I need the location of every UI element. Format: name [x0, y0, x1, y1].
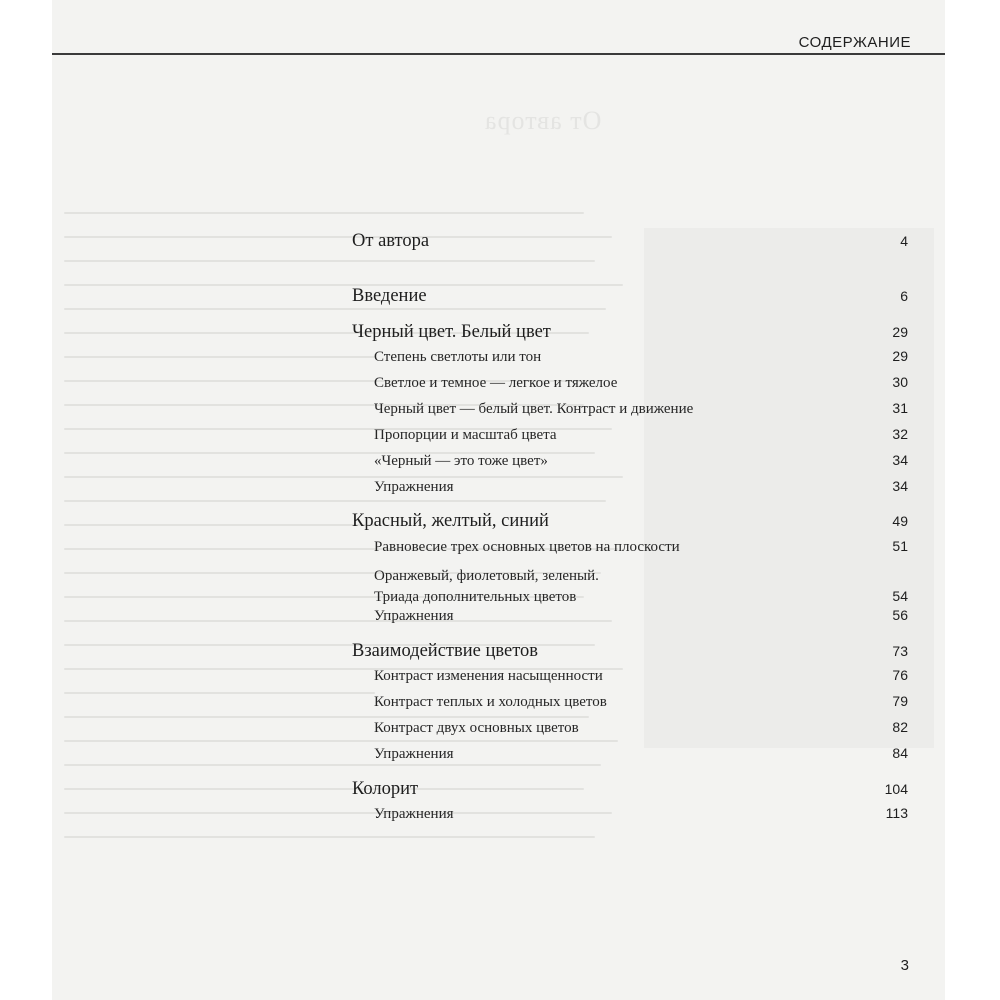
toc-entry-title: Упражнения [374, 806, 454, 822]
bleed-line [64, 500, 606, 502]
toc-page-number: 104 [884, 781, 908, 797]
toc-section-entry[interactable] [352, 667, 908, 685]
toc-chapter-entry[interactable] [352, 286, 908, 307]
bleed-line [64, 524, 375, 526]
toc-section-entry[interactable] [352, 426, 908, 444]
bleed-line [64, 212, 584, 214]
toc-section-entry[interactable] [352, 805, 908, 823]
toc-chapter-entry[interactable] [352, 511, 908, 532]
toc-page-number: 6 [900, 288, 908, 304]
toc-entry-title: Взаимодействие цветов [352, 641, 539, 661]
toc-page-number: 49 [892, 513, 908, 529]
toc-entry-title: Черный цвет — белый цвет. Контраст и движение [374, 401, 694, 417]
toc-section-entry[interactable] [352, 374, 908, 392]
toc-page-number: 34 [892, 452, 908, 468]
toc-section-entry[interactable] [352, 348, 908, 366]
toc-page-number: 54 [892, 588, 908, 604]
toc-section-entry[interactable] [352, 400, 908, 418]
toc-chapter-entry[interactable] [352, 779, 908, 800]
toc-page-number: 51 [892, 538, 908, 554]
toc-page-number: 4 [900, 233, 908, 249]
toc-entry-title: Контраст изменения насыщенности [374, 668, 603, 684]
toc-section-entry[interactable] [352, 566, 908, 607]
toc-entry-title: Красный, желтый, синий [352, 511, 549, 531]
toc-page-number: 76 [892, 667, 908, 683]
bleed-line [64, 692, 375, 694]
toc-chapter-entry[interactable] [352, 231, 908, 252]
bleed-line [64, 308, 606, 310]
toc-section-entry[interactable] [352, 719, 908, 737]
toc-page-number: 82 [892, 719, 908, 735]
toc-entry-title: Введение [352, 286, 427, 306]
toc-entry-title: Равновесие трех основных цветов на плоскости [374, 539, 680, 555]
bleed-through-text: От автора [484, 106, 602, 135]
toc-entry-title: Упражнения [374, 746, 454, 762]
toc-entry-title: Триада дополнительных цветов [374, 589, 577, 605]
toc-entry-title: «Черный — это тоже цвет» [374, 453, 548, 469]
toc-page-number: 29 [892, 324, 908, 340]
toc-section-entry[interactable] [352, 745, 908, 763]
toc-entry-title: Контраст теплых и холодных цветов [374, 694, 607, 710]
toc-section-entry[interactable] [352, 478, 908, 496]
toc-entry-title: Оранжевый, фиолетовый, зеленый. [374, 568, 599, 584]
toc-page-number: 56 [892, 607, 908, 623]
toc-entry-title: Степень светлоты или тон [374, 349, 542, 365]
toc-page-number: 29 [892, 348, 908, 364]
toc-section-entry[interactable] [352, 693, 908, 711]
toc-page-number: 30 [892, 374, 908, 390]
bleed-line [64, 716, 589, 718]
toc-page-number: 31 [892, 400, 908, 416]
toc-section-entry[interactable] [352, 452, 908, 470]
toc-entry-title: Колорит [352, 779, 419, 799]
toc-section-entry[interactable] [352, 607, 908, 625]
toc-page-number: 84 [892, 745, 908, 761]
toc-entry-title: От автора [352, 231, 430, 251]
toc-section-entry[interactable] [352, 538, 908, 556]
bleed-line [64, 836, 595, 838]
toc-entry-title: Упражнения [374, 479, 454, 495]
toc-entry-title: Упражнения [374, 608, 454, 624]
header-rule [52, 53, 945, 55]
toc-page-number: 73 [892, 643, 908, 659]
toc-entry-title: Черный цвет. Белый цвет [352, 322, 551, 342]
toc-chapter-entry[interactable] [352, 641, 908, 662]
page-number: 3 [900, 957, 909, 974]
running-header: СОДЕРЖАНИЕ [798, 34, 911, 51]
toc-entry-title: Контраст двух основных цветов [374, 720, 579, 736]
bleed-line [64, 260, 595, 262]
bleed-line [64, 356, 375, 358]
book-page [52, 0, 945, 1000]
toc-page-number: 34 [892, 478, 908, 494]
toc-page-number: 32 [892, 426, 908, 442]
toc-page-number: 79 [892, 693, 908, 709]
toc-entry-title: Светлое и темное — легкое и тяжелое [374, 375, 618, 391]
toc-entry-title: Пропорции и масштаб цвета [374, 427, 557, 443]
bleed-line [64, 764, 601, 766]
bleed-line [64, 740, 618, 742]
toc-page-number: 113 [885, 805, 908, 821]
toc-chapter-entry[interactable] [352, 322, 908, 343]
